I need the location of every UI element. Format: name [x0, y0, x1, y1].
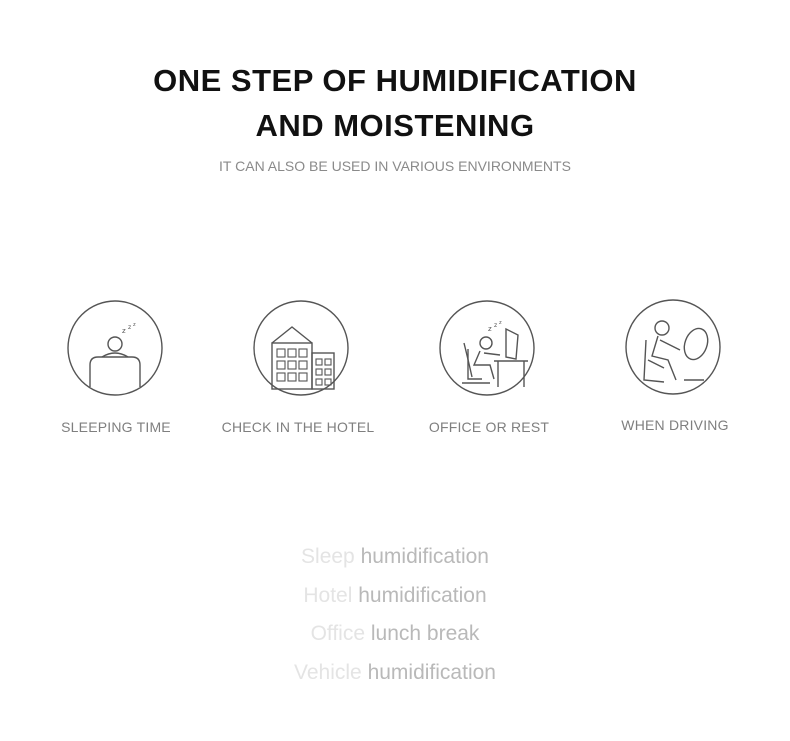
use-prefix: Vehicle	[294, 661, 362, 684]
use-line-vehicle	[0, 661, 790, 685]
sleeping-person-icon	[66, 299, 164, 397]
use-suffix: humidification	[354, 545, 489, 568]
scene-label-hotel: CHECK IN THE HOTEL	[221, 419, 375, 435]
hotel-building-icon	[252, 299, 350, 397]
svg-text:z: z	[122, 327, 126, 335]
use-prefix: Hotel	[303, 584, 353, 607]
page-title	[0, 58, 790, 148]
page-subtitle: IT CAN ALSO BE USED IN VARIOUS ENVIRONMENTS	[219, 158, 571, 174]
title-line-2: AND MOISTENING	[255, 108, 535, 143]
scene-label-sleeping: SLEEPING TIME	[61, 419, 171, 435]
use-suffix: lunch break	[365, 622, 480, 645]
use-line-hotel	[0, 584, 790, 608]
svg-text:z: z	[499, 320, 502, 326]
svg-text:z: z	[128, 324, 132, 331]
use-prefix: Office	[310, 622, 366, 645]
office-desk-icon	[438, 299, 536, 397]
driver-steering-icon	[624, 298, 722, 396]
use-suffix: humidification	[361, 661, 496, 684]
svg-text:z: z	[133, 322, 136, 328]
use-suffix: humidification	[352, 584, 487, 607]
use-line-office	[0, 622, 790, 646]
use-line-sleep	[0, 545, 790, 569]
use-prefix: Sleep	[301, 545, 355, 568]
svg-text:z: z	[488, 325, 492, 333]
title-line-1: ONE STEP OF HUMIDIFICATION	[153, 63, 637, 98]
svg-text:z: z	[494, 322, 498, 329]
scene-label-office: OFFICE OR REST	[428, 419, 550, 435]
scene-label-driving: WHEN DRIVING	[621, 417, 729, 433]
